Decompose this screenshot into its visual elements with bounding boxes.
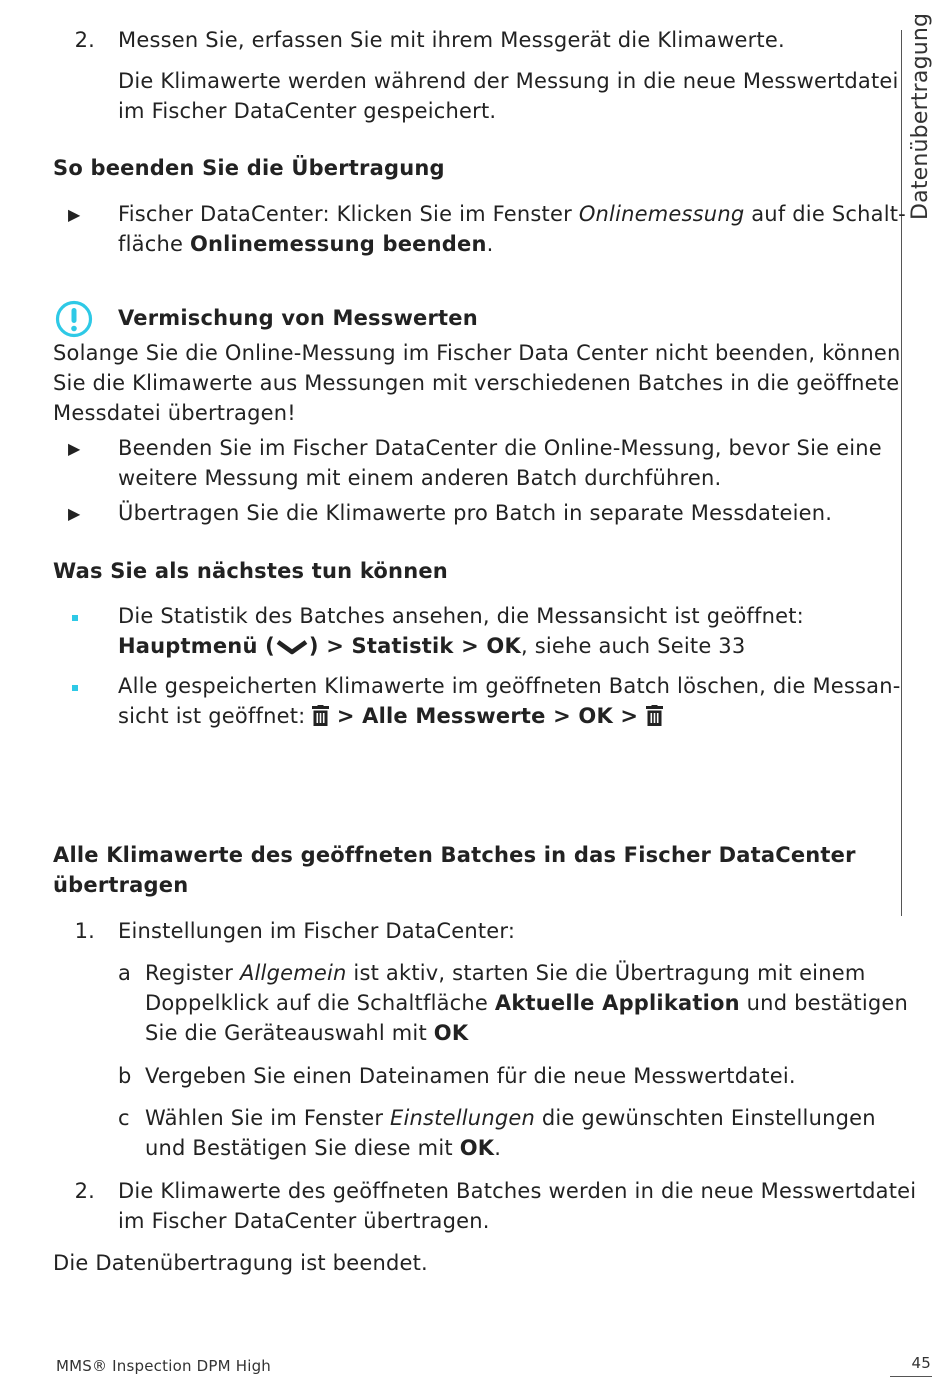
step-text: Messen Sie, erfassen Sie mit ihrem Messgerät die Klimawerte.	[118, 28, 785, 52]
sidebar-section-title: Datenübertragung	[908, 12, 933, 220]
warning-icon	[55, 300, 93, 338]
trash-icon	[646, 704, 663, 725]
arrow-bullet-icon: ▶	[68, 504, 81, 523]
substep-text: Doppelklick auf die Schaltfläche Aktuelle Applikation und bestätigen	[145, 991, 909, 1015]
section-heading: Was Sie als nächstes tun können	[53, 559, 448, 583]
result-text: Die Datenübertragung ist beendet.	[53, 1251, 428, 1275]
substep-label: c	[118, 1106, 130, 1130]
warning-text: Messdatei übertragen!	[53, 401, 296, 425]
substep-text: Vergeben Sie einen Dateinamen für die neue Messwertdatei.	[145, 1064, 796, 1088]
footer-product: MMS® Inspection DPM High	[56, 1357, 271, 1375]
section-heading: Alle Klimawerte des geöffneten Batches in das Fischer DataCenter	[53, 843, 856, 867]
warning-text: Sie die Klimawerte aus Messungen mit verschiedenen Batches in die geöffnete	[53, 371, 900, 395]
step-number: 2.	[74, 28, 95, 52]
chevron-down-icon	[275, 636, 309, 658]
section-heading: übertragen	[53, 873, 189, 897]
section-heading: So beenden Sie die Übertragung	[53, 156, 445, 180]
warning-title: Vermischung von Messwerten	[118, 306, 478, 330]
warning-text: Solange Sie die Online-Messung im Fischer Data Center nicht beenden, können	[53, 341, 901, 365]
warning-bullet: Übertragen Sie die Klimawerte pro Batch in separate Messdateien.	[118, 501, 833, 525]
step-text: im Fischer DataCenter übertragen.	[118, 1209, 490, 1233]
step-text: Die Klimawerte des geöffneten Batches werden in die neue Messwertdatei	[118, 1179, 917, 1203]
list-item: Hauptmenü ( ) > Statistik > OK, siehe auch Seite 33	[118, 634, 746, 658]
instruction-line: fläche Onlinemessung beenden.	[118, 232, 494, 256]
page-number: 45	[911, 1354, 931, 1372]
list-item: Alle gespeicherten Klimawerte im geöffneten Batch löschen, die Messan-	[118, 674, 901, 698]
instruction-line: Fischer DataCenter: Klicken Sie im Fenster Onlinemessung auf die Schalt-	[118, 202, 906, 226]
substep-text: Sie die Geräteauswahl mit OK	[145, 1021, 469, 1045]
warning-bullet: Beenden Sie im Fischer DataCenter die Online-Messung, bevor Sie eine	[118, 436, 882, 460]
arrow-bullet-icon: ▶	[68, 205, 81, 224]
substep-label: a	[118, 961, 132, 985]
square-bullet-icon	[72, 615, 78, 621]
substep-label: b	[118, 1064, 132, 1088]
sidebar-divider	[901, 30, 902, 916]
square-bullet-icon	[72, 685, 78, 691]
substep-text: und Bestätigen Sie diese mit OK.	[145, 1136, 502, 1160]
step-text: Einstellungen im Fischer DataCenter:	[118, 919, 516, 943]
step-note: Die Klimawerte werden während der Messung in die neue Messwertdatei	[118, 69, 899, 93]
warning-bullet: weitere Messung mit einem anderen Batch durchführen.	[118, 466, 722, 490]
substep-text: Register Allgemein ist aktiv, starten Sie die Übertragung mit einem	[145, 961, 866, 985]
page-number-underline	[890, 1376, 932, 1377]
substep-text: Wählen Sie im Fenster Einstellungen die gewünschten Einstellungen	[145, 1106, 876, 1130]
step-note: im Fischer DataCenter gespeichert.	[118, 99, 497, 123]
arrow-bullet-icon: ▶	[68, 439, 81, 458]
step-number: 2.	[74, 1179, 95, 1203]
list-item: sicht ist geöffnet: > Alle Messwerte > OK >	[118, 701, 663, 731]
trash-icon	[312, 704, 329, 725]
list-item: Die Statistik des Batches ansehen, die Messansicht ist geöffnet:	[118, 604, 804, 628]
step-number: 1.	[74, 919, 95, 943]
